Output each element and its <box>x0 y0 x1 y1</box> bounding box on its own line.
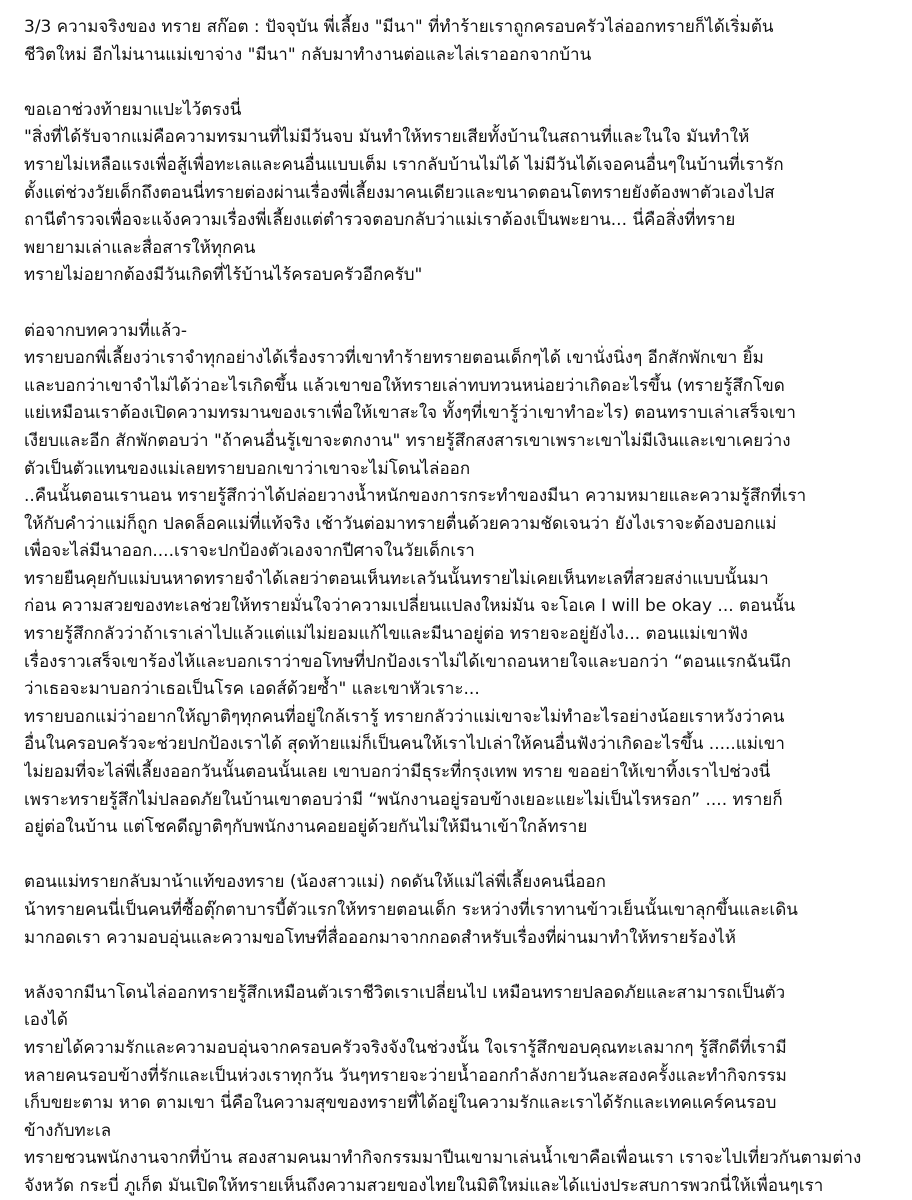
text-line: ทรายชวนพนักงานจากที่บ้าน สองสามคนมาทำกิจกรรมมาปีนเขามาเล่นน้ำเขาคือเพื่อนเรา เราจะไปเที่ยวกันตามต่าง <box>24 1148 862 1169</box>
text-line: มากอดเรา ความอบอุ่นและความขอโทษที่สื่อออกมาจากกอดสำหรับเรื่องที่ผ่านมาทำให้ทรายร้องไห้ <box>24 927 736 948</box>
text-line: ต่อจากบทความที่แล้ว- <box>24 320 187 341</box>
document-body <box>24 14 890 1200</box>
text-line: ทรายไม่เหลือแรงเพื่อสู้เพื่อทะเลและคนอื่นแบบเต็ม เรากลับบ้านไม่ได้ ไม่มีวันได้เจอคนอื่นๆในบ้านที่เรารัก <box>24 154 784 175</box>
text-line: 3/3 ความจริงของ ทราย สก๊อต : ปัจจุบัน พี่เลี้ยง "มีนา" ที่ทำร้ายเราถูกครอบครัวไล่ออกทรายก็ได้เริ่มต้น <box>24 17 774 37</box>
text-line: ว่าเธอจะมาบอกว่าเธอเป็นโรค เอดส์ด้วยซ้ำ" และเขาหัวเราะ... <box>24 679 480 700</box>
text-line: ชีวิตใหม่ อีกไม่นานแม่เขาจ่าง "มีนา" กลับมาทำงานต่อและไล่เราออกจากบ้าน <box>24 44 592 65</box>
paragraph-gap <box>24 69 890 97</box>
text-line: น้าทรายคนนี่เป็นคนที่ซื้อตุ๊กตาบารบี้ตัวแรกให้ทรายตอนเด็ก ระหว่างที่เราทานข้าวเย็นนั้นเขาลุกขึ้นและเดิน <box>24 900 798 920</box>
text-line: เก็บขยะตาม หาด ตามเขา นี่คือในความสุขของทรายที่ได้อยู่ในความรักและเราได้รักและเทคแคร์คนรอบ <box>24 1093 777 1114</box>
text-line: ตอนแม่ทรายกลับมาน้าแท้ของทราย (น้องสาวแม่) กดดันให้แม่ไล่พี่เลี้ยงคนนี่ออก <box>24 872 606 893</box>
paragraph <box>24 980 890 1200</box>
text-line: เรื่องราวเสร็จเขาร้องไห้และบอกเราว่าขอโทษที่ปกป้องเราไม่ได้เขาถอนหายใจและบอกว่า “ตอนแรกฉันนึก <box>24 651 792 672</box>
text-line: ..คืนนั้นตอนเรานอน ทรายรู้สึกว่าได้ปล่อยวางน้ำหนักของการกระทำของมีนา ความหมายและความรู้สึกที่เรา <box>24 486 807 507</box>
text-line: ทรายไม่อยากต้องมีวันเกิดที่ไร้บ้านไร้ครอบครัวอีกครับ" <box>24 265 423 286</box>
text-line: ทรายรู้สึกกลัวว่าถ้าเราเล่าไปแล้วแต่แม่ไม่ยอมแก้ไขและมีนาอยู่ต่อ ทรายจะอยู่ยังไง... ตอนแม่เขาฟัง <box>24 624 748 645</box>
text-line: ตั้งแต่ช่วงวัยเด็กถึงตอนนี่ทรายต่องผ่านเรื่องพี่เลี้ยงมาคนเดียวและขนาดตอนโตทรายยังต้องพาตัวเองไปส <box>24 182 775 203</box>
text-line: อื่นในครอบครัวจะช่วยปกป้องเราได้ สุดท้ายแม่ก็เป็นคนให้เราไปเล่าให้คนอื่นฟังว่าเกิดอะไรขึ้น .....แม่เขา <box>24 734 785 755</box>
text-line: ทรายบอกพี่เลี้ยงว่าเราจำทุกอย่างได้เรื่องราวที่เขาทำร้ายทรายตอนเด็กๆได้ เขานั่งนิ่งๆ อีกสักพักเขา ยิ้ม <box>24 348 764 369</box>
text-line: ข้างกับทะเล <box>24 1120 112 1141</box>
paragraph <box>24 14 890 69</box>
paragraph <box>24 869 890 952</box>
text-line: อยู่ต่อในบ้าน แต่โชคดีญาติๆกับพนักงานคอยอยู่ด้วยกันไม่ให้มีนาเข้าใกล้ทราย <box>24 817 588 838</box>
text-line: เพราะทรายรู้สึกไม่ปลอดภัยในบ้านเขาตอบว่ามี “พนักงานอยู่รอบข้างเยอะแยะไม่เป็นไรหรอก” .... ทรายก็ <box>24 789 783 810</box>
paragraph-gap <box>24 952 890 980</box>
paragraph-gap <box>24 842 890 870</box>
text-line: ไม่ยอมที่จะไล่พี่เลี้ยงออกวันนั้นตอนนั้นเลย เขาบอกว่ามีธุระที่กรุงเทพ ทราย ขออย่าให้เขาทิ้งเราไปช่วงนี่ <box>24 762 771 783</box>
text-line: จังหวัด กระบี่ ภูเก็ต มันเปิดให้ทรายเห็นถึงความสวยของไทยในมิติใหม่และได้แบ่งประสบการพวกนี่ให้เพื่อนๆเรา <box>24 1175 824 1196</box>
text-line: เองได้ <box>24 1010 68 1031</box>
text-line: "สิ่งที่ได้รับจากแม่คือความทรมานที่ไม่มีวันจบ มันทำให้ทรายเสียทั้งบ้านในสถานที่และในใจ มันทำให้ <box>24 127 750 148</box>
text-line: หลายคนรอบข้างที่รักและเป็นห่วงเราทุกวัน วันๆทรายจะว่ายน้ำออกกำลังกายวันละสองครั้งและทำกิจกรรม <box>24 1065 787 1086</box>
paragraph <box>24 318 890 842</box>
text-line: ตัวเป็นตัวแทนของแม่เลยทรายบอกเขาว่าเขาจะไม่โดนไล่ออก <box>24 458 471 479</box>
text-line: ทรายยืนคุยกับแม่บนหาดทรายจำได้เลยว่าตอนเห็นทะเลวันนั้นทรายไม่เคยเห็นทะเลที่สวยสง่าแบบนั้นมา <box>24 568 769 589</box>
text-line: ทรายได้ความรักและความอบอุ่นจากครอบครัวจริงจังในช่วงนั้น ใจเรารู้สึกขอบคุณทะเลมากๆ รู้สึกดีที่เรามี <box>24 1037 787 1058</box>
text-line: ก่อน ความสวยของทะเลช่วยให้ทรายมั่นใจว่าความเปลี่ยนแปลงใหม่มัน จะโอเค I will be okay ... ตอนนั้น <box>24 596 796 617</box>
text-line: เงียบและอีก สักพักตอบว่า "ถ้าคนอื่นรู้เขาจะตกงาน" ทรายรู้สึกสงสารเขาเพราะเขาไม่มีเงินและเขาเคยว่าง <box>24 430 791 451</box>
text-line: เพื่อจะไล่มีนาออก....เราจะปกป้องตัวเองจากปีศาจในวัยเด็กเรา <box>24 541 475 562</box>
text-line: หลังจากมีนาโดนไล่ออกทรายรู้สึกเหมือนตัวเราชีวิตเราเปลี่ยนไป เหมือนทรายปลอดภัยและสามารถเป็นตัว <box>24 982 786 1003</box>
text-line: ถานีตำรวจเพื่อจะแจ้งความเรื่องพี่เลี้ยงแต่ตำรวจตอบกลับว่าแม่เราต้องเป็นพะยาน... นี่คือสิ่งที่ทราย <box>24 210 736 231</box>
text-line: ทรายบอกแม่ว่าอยากให้ญาติๆทุกคนที่อยู่ใกล้เรารู้ ทรายกลัวว่าแม่เขาจะไม่ทำอะไรอย่างน้อยเราหวังว่าคน <box>24 706 785 727</box>
paragraph <box>24 97 890 290</box>
text-line: แย่เหมือนเราต้องเปิดความทรมานของเราเพื่อให้เขาสะใจ ทั้งๆที่เขารู้ว่าเขาทำอะไร) ตอนทราบเล่าเสร็จเขา <box>24 403 796 424</box>
text-line: ให้กับคำว่าแม่ก็ถูก ปลดล็อคแม่ที่แท้จริง เช้าวันต่อมาทรายตื่นด้วยความชัดเจนว่า ยังไงเราจะต้องบอกแม่ <box>24 513 777 534</box>
text-line: ขอเอาช่วงท้ายมาแปะไว้ตรงนี่ <box>24 99 242 120</box>
paragraph-gap <box>24 290 890 318</box>
text-line: พยายามเล่าและสื่อสารให้ทุกคน <box>24 237 256 258</box>
text-line: และบอกว่าเขาจำไม่ได้ว่าอะไรเกิดขึ้น แล้วเขาขอให้ทรายเล่าทบทวนหน่อยว่าเกิดอะไรขึ้น (ทรายรู้สึกโขด <box>24 375 785 396</box>
